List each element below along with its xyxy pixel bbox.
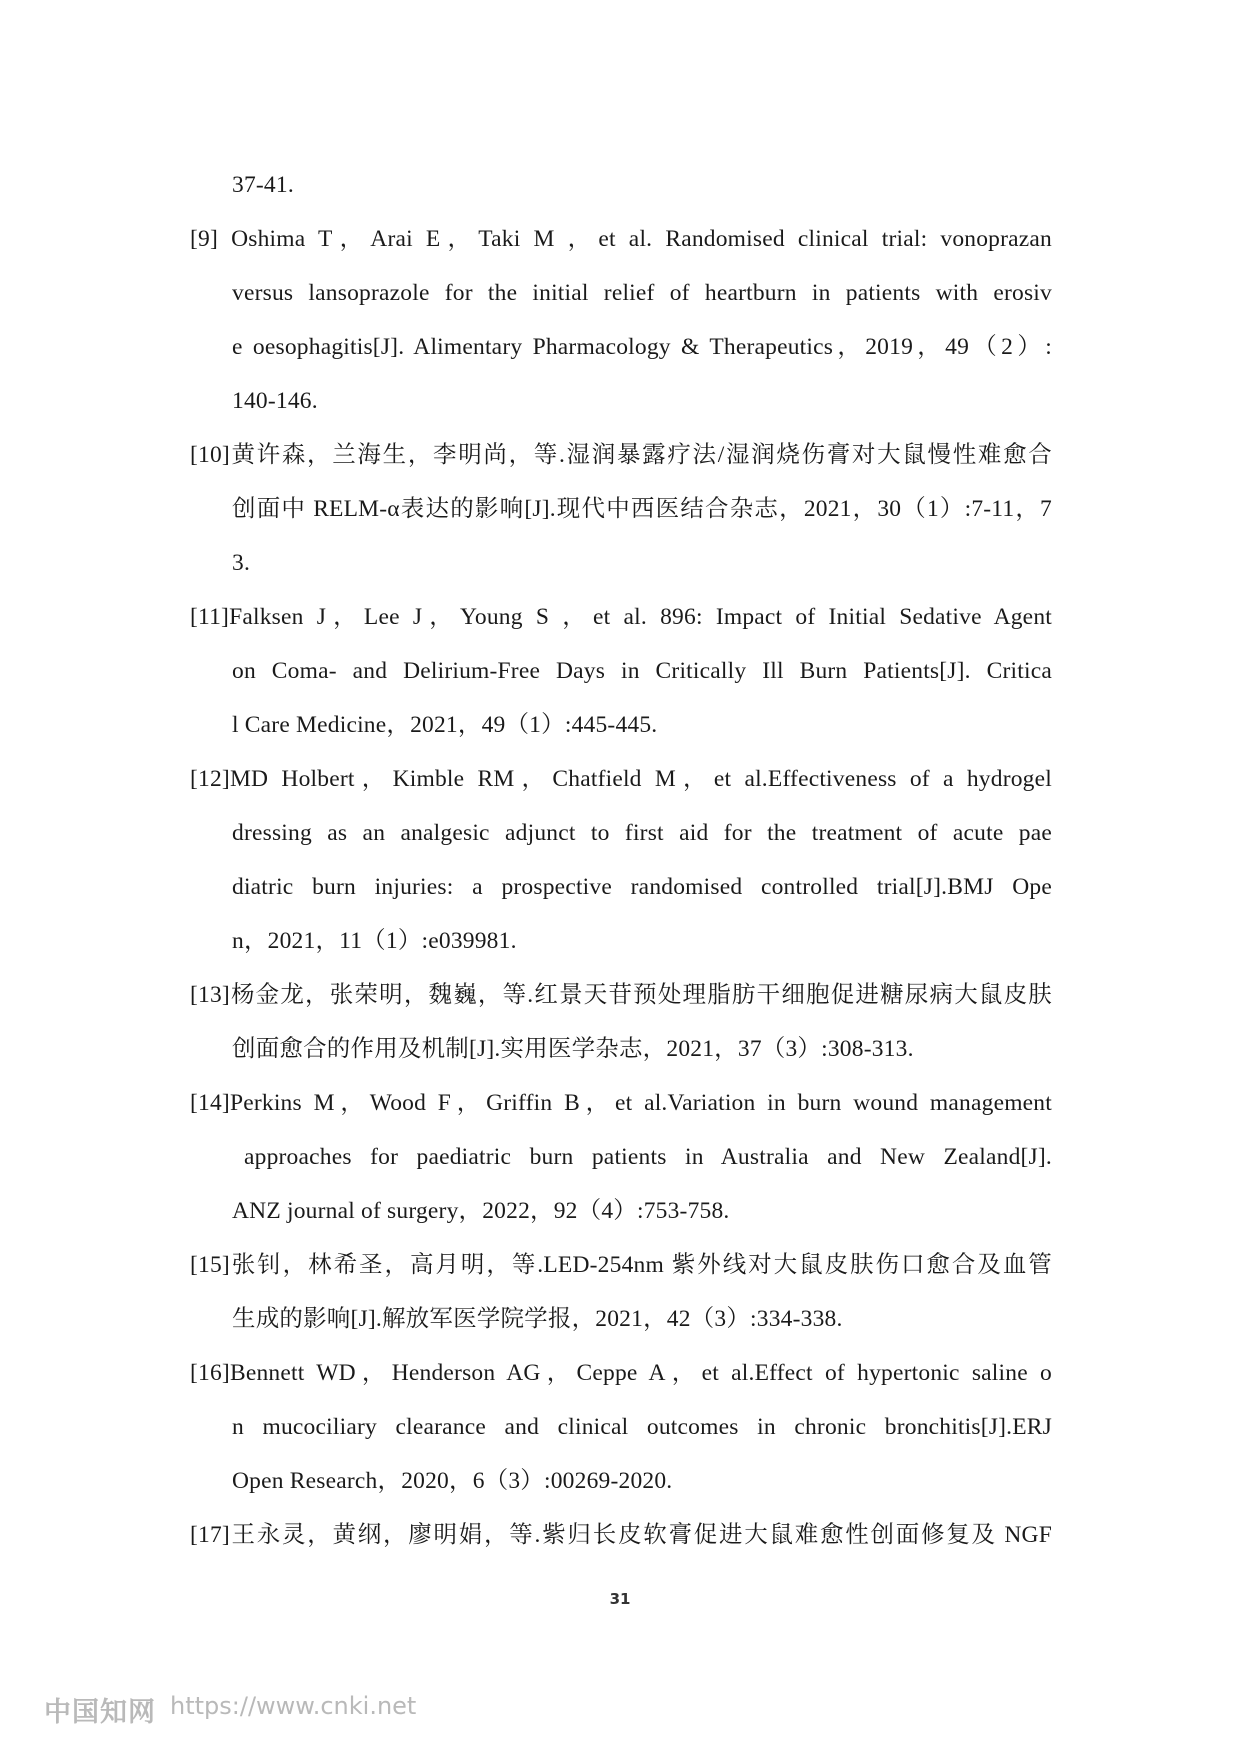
reference-12-line-3: diatric burn injuries: a prospective randomised controlled trial[J].BMJ Ope bbox=[232, 874, 1052, 900]
reference-16-line-3: Open Research，2020，6（3）:00269-2020. bbox=[232, 1468, 673, 1494]
reference-10-line-3: 3. bbox=[232, 550, 251, 576]
reference-14-line-1: [14]Perkins M，Wood F，Griffin B，et al.Variation in burn wound management bbox=[190, 1090, 1052, 1116]
reference-12-line-4: n，2021，11（1）:e039981. bbox=[232, 928, 517, 954]
reference-11-line-2: on Coma- and Delirium-Free Days in Critically Ill Burn Patients[J]. Critica bbox=[232, 658, 1052, 684]
reference-9-line-3: e oesophagitis[J]. Alimentary Pharmacology & Therapeutics，2019，49（2）: bbox=[232, 334, 1052, 360]
reference-9-line-2: versus lansoprazole for the initial relief of heartburn in patients with erosiv bbox=[232, 280, 1052, 306]
reference-12-line-1: [12]MD Holbert，Kimble RM，Chatfield M，et al.Effectiveness of a hydrogel bbox=[190, 766, 1052, 792]
reference-10-line-1: [10]黄许森，兰海生，李明尚，等.湿润暴露疗法/湿润烧伤膏对大鼠慢性难愈合 bbox=[190, 442, 1052, 468]
reference-16-line-2: n mucociliary clearance and clinical outcomes in chronic bronchitis[J].ERJ bbox=[232, 1414, 1052, 1440]
reference-16-line-1: [16]Bennett WD，Henderson AG，Ceppe A，et al.Effect of hypertonic saline o bbox=[190, 1360, 1052, 1386]
reference-11-line-3: l Care Medicine，2021，49（1）:445-445. bbox=[232, 712, 658, 738]
reference-14-line-3: ANZ journal of surgery，2022，92（4）:753-758. bbox=[232, 1198, 730, 1224]
reference-12-line-2: dressing as an analgesic adjunct to first aid for the treatment of acute pae bbox=[232, 820, 1052, 846]
reference-13-line-2: 创面愈合的作用及机制[J].实用医学杂志，2021，37（3）:308-313. bbox=[232, 1036, 914, 1062]
reference-15-line-2: 生成的影响[J].解放军医学院学报，2021，42（3）:334-338. bbox=[232, 1306, 843, 1332]
reference-9-line-1: [9] Oshima T，Arai E，Taki M ，et al. Randomised clinical trial: vonoprazan bbox=[190, 226, 1052, 252]
cnki-url: https://www.cnki.net bbox=[170, 1692, 417, 1720]
reference-15-line-1: [15]张钊，林希圣，高月明，等.LED-254nm 紫外线对大鼠皮肤伤口愈合及血管 bbox=[190, 1252, 1052, 1278]
reference-14-line-2: approaches for paediatric burn patients in Australia and New Zealand[J]. bbox=[244, 1144, 1052, 1170]
reference-9-line-4: 140-146. bbox=[232, 388, 318, 414]
page-number: 31 bbox=[609, 1590, 631, 1608]
cnki-logo-text: 中国知网 bbox=[44, 1697, 156, 1728]
reference-17-line-1: [17]王永灵，黄纲，廖明娟，等.紫归长皮软膏促进大鼠难愈性创面修复及 NGF bbox=[190, 1522, 1052, 1548]
reference-10-line-2: 创面中 RELM-α表达的影响[J].现代中西医结合杂志，2021，30（1）:7-11，7 bbox=[232, 496, 1052, 522]
previous-reference-tail: 37-41. bbox=[232, 172, 294, 198]
reference-11-line-1: [11]Falksen J，Lee J，Young S ，et al. 896: Impact of Initial Sedative Agent bbox=[190, 604, 1052, 630]
reference-13-line-1: [13]杨金龙，张荣明，魏巍，等.红景天苷预处理脂肪干细胞促进糖尿病大鼠皮肤 bbox=[190, 982, 1052, 1008]
